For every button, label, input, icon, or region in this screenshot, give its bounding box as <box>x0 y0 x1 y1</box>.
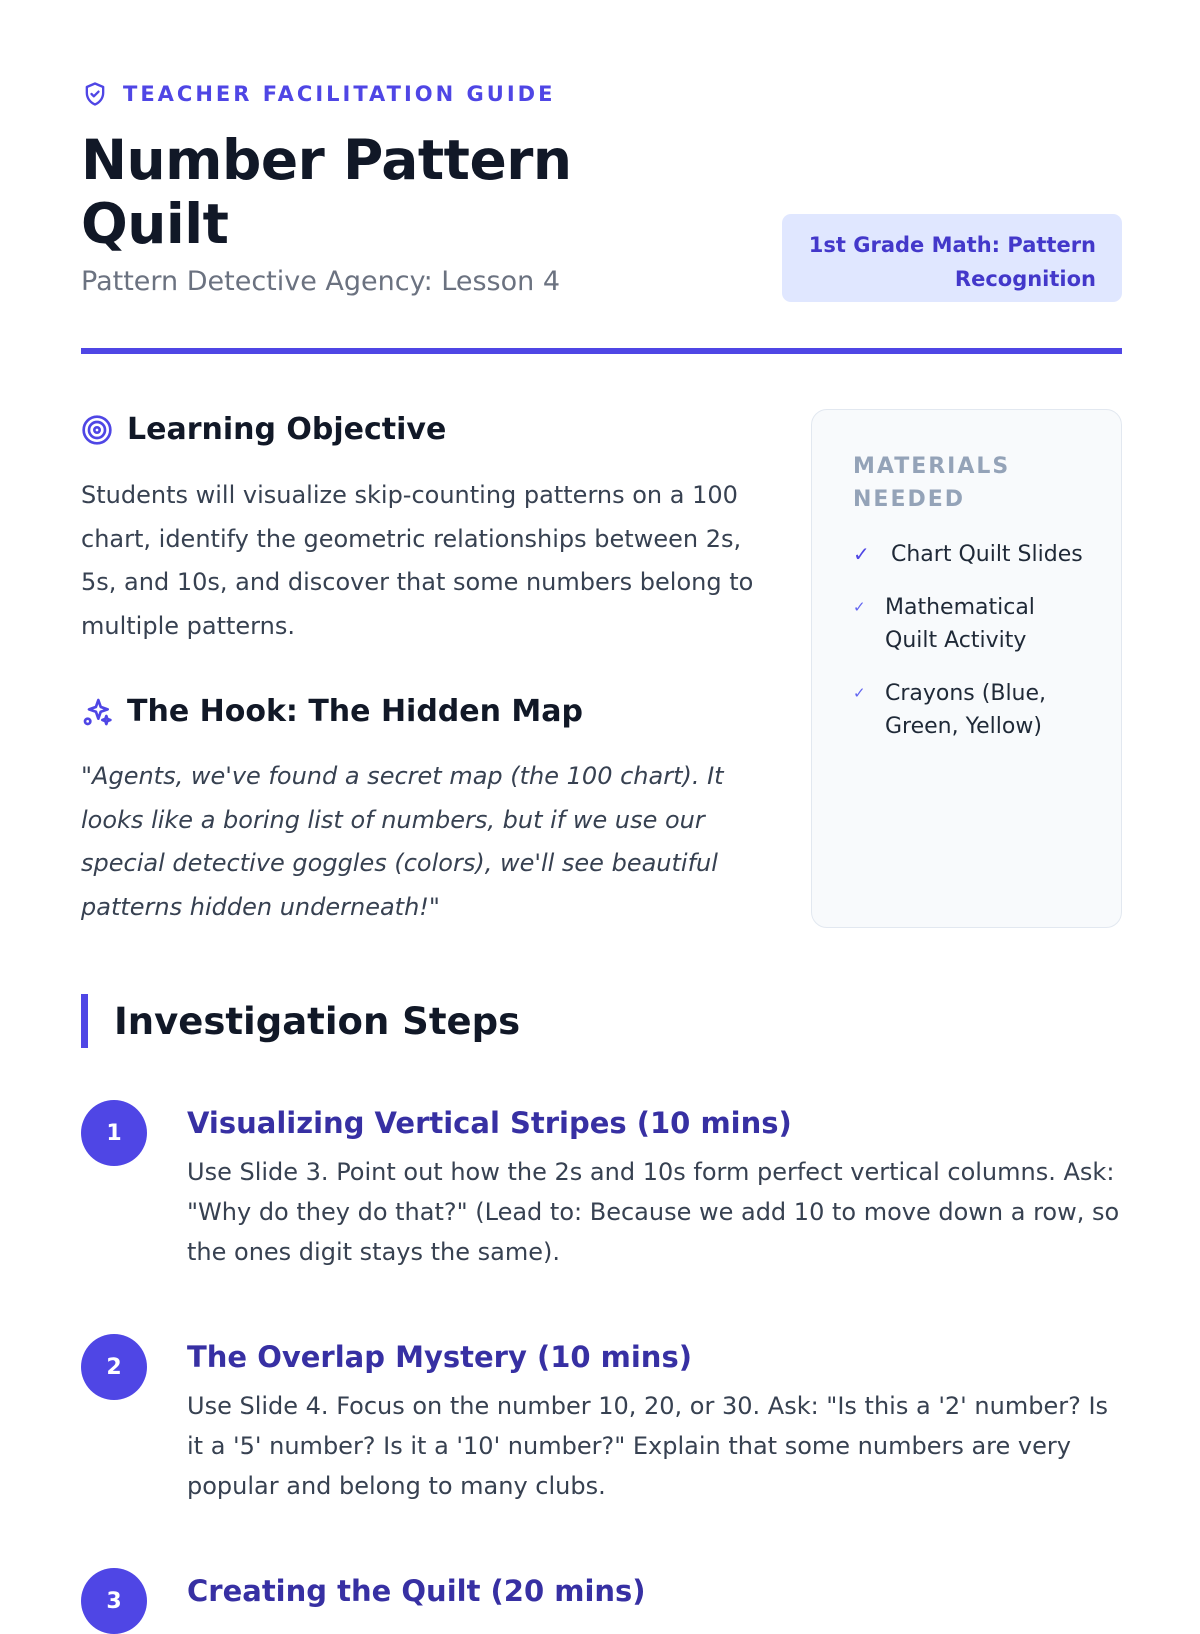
objective-heading: Learning Objective <box>127 412 447 447</box>
step-title: Visualizing Vertical Stripes (10 mins) <box>187 1106 792 1140</box>
objective-heading-row <box>81 412 446 447</box>
step-title: Creating the Quilt (20 mins) <box>187 1574 646 1608</box>
step-body: Use Slide 4. Focus on the number 10, 20, or 30. Ask: "Is this a '2' number? Is it a '5' number? Is it a '10' number?" Explain that some numbers are very popular and belong to many clubs. <box>187 1392 1109 1500</box>
hook-heading-row <box>81 694 583 729</box>
step-body: Use Slide 3. Point out how the 2s and 10s form perfect vertical columns. Ask: "Why do they do that?" (Lead to: Because we add 10 to move down a row, so the ones digit stays the same). <box>187 1158 1120 1266</box>
header-divider <box>81 348 1122 354</box>
material-item <box>853 677 1093 743</box>
objective-text: Students will visualize skip-counting patterns on a 100 chart, identify the geometric relationships between 2s, 5s, and 10s, and discover that some numbers belong to multiple patterns. <box>81 481 754 640</box>
grade-badge: 1st Grade Math: Pattern Recognition <box>782 214 1122 302</box>
material-item <box>853 538 1093 571</box>
steps-heading-row <box>81 994 520 1048</box>
page-title: Number Pattern Quilt <box>81 128 572 256</box>
eyebrow <box>81 80 555 108</box>
material-item <box>853 591 1093 657</box>
eyebrow-text: TEACHER FACILITATION GUIDE <box>123 82 556 106</box>
target-icon <box>81 414 113 446</box>
material-label: Mathematical Quilt Activity <box>885 595 1035 653</box>
hook-heading: The Hook: The Hidden Map <box>127 694 584 729</box>
sparkles-icon <box>81 696 113 728</box>
materials-label: MATERIALS NEEDED <box>853 454 1011 512</box>
step-number: 3 <box>81 1568 147 1634</box>
materials-card <box>811 409 1122 928</box>
step-number: 1 <box>81 1100 147 1166</box>
hook-quote: "Agents, we've found a secret map (the 100 chart). It looks like a boring list of numbers, but if we use our special detective goggles (colors), we'll see beautiful patterns hidden underneath!" <box>81 762 724 921</box>
check-icon: ✓ <box>853 684 866 702</box>
material-label: Chart Quilt Slides <box>891 542 1083 567</box>
material-label: Crayons (Blue, Green, Yellow) <box>885 681 1047 739</box>
check-icon: ✓ <box>853 542 870 566</box>
materials-list <box>853 538 1093 743</box>
steps-heading: Investigation Steps <box>114 999 521 1043</box>
shield-check-icon <box>81 80 109 108</box>
page-subtitle: Pattern Detective Agency: Lesson 4 <box>81 266 560 297</box>
step-number: 2 <box>81 1334 147 1400</box>
step-title: The Overlap Mystery (10 mins) <box>187 1340 692 1374</box>
check-icon: ✓ <box>853 598 866 616</box>
